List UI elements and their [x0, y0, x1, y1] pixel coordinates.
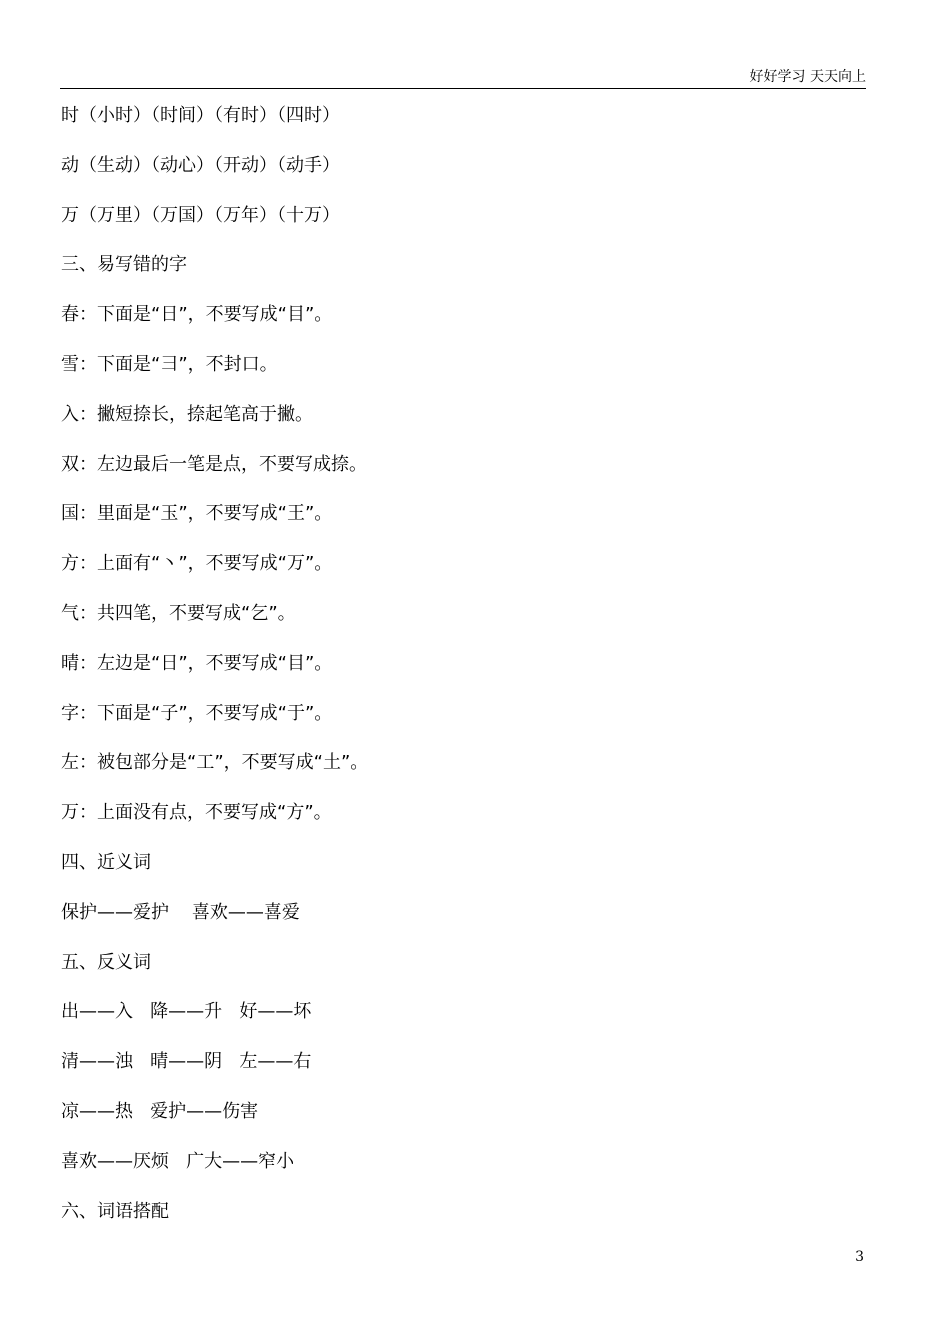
text-line: 国：里面是“玉”，不要写成“王”。 — [61, 503, 333, 525]
document-body — [61, 103, 867, 1248]
page-header — [60, 68, 866, 89]
text-line: 喜欢——厌烦 广大——窄小 — [61, 1150, 295, 1172]
section-heading: 六、词语搭配 — [61, 1200, 169, 1222]
text-line: 雪：下面是“彐”，不封口。 — [61, 353, 278, 375]
section-heading: 五、反义词 — [61, 951, 151, 973]
text-line: 万（万里）（万国）（万年）（十万） — [61, 204, 340, 226]
text-line: 春：下面是“日”，不要写成“目”。 — [61, 304, 333, 326]
text-line: 动（生动）（动心）（开动）（动手） — [61, 154, 340, 176]
text-line: 时（小时）（时间）（有时）（四时） — [61, 105, 340, 126]
page-number: 3 — [855, 1249, 864, 1265]
text-line: 清——浊 晴——阴 左——右 — [61, 1051, 312, 1073]
text-line: 晴：左边是“日”，不要写成“目”。 — [61, 652, 333, 674]
text-line: 方：上面有“丶”，不要写成“万”。 — [61, 553, 333, 575]
section-heading: 三、易写错的字 — [61, 254, 187, 276]
text-line: 出——入 降——升 好——坏 — [61, 1001, 312, 1023]
text-line: 万：上面没有点，不要写成“方”。 — [61, 802, 332, 824]
text-line: 左：被包部分是“工”，不要写成“土”。 — [61, 752, 369, 774]
text-line: 字：下面是“子”，不要写成“于”。 — [61, 702, 333, 724]
text-line: 双：左边最后一笔是点，不要写成捺。 — [61, 453, 367, 475]
section-heading: 四、近义词 — [61, 851, 151, 873]
header-text: 好好学习 天天向上 — [749, 69, 866, 85]
text-line: 凉——热 爱护——伤害 — [61, 1100, 259, 1122]
text-line: 气：共四笔，不要写成“乞”。 — [61, 602, 296, 624]
text-line: 保护——爱护 喜欢——喜爱 — [61, 901, 300, 923]
text-line: 入：撇短捺长，捺起笔高于撇。 — [61, 403, 313, 425]
